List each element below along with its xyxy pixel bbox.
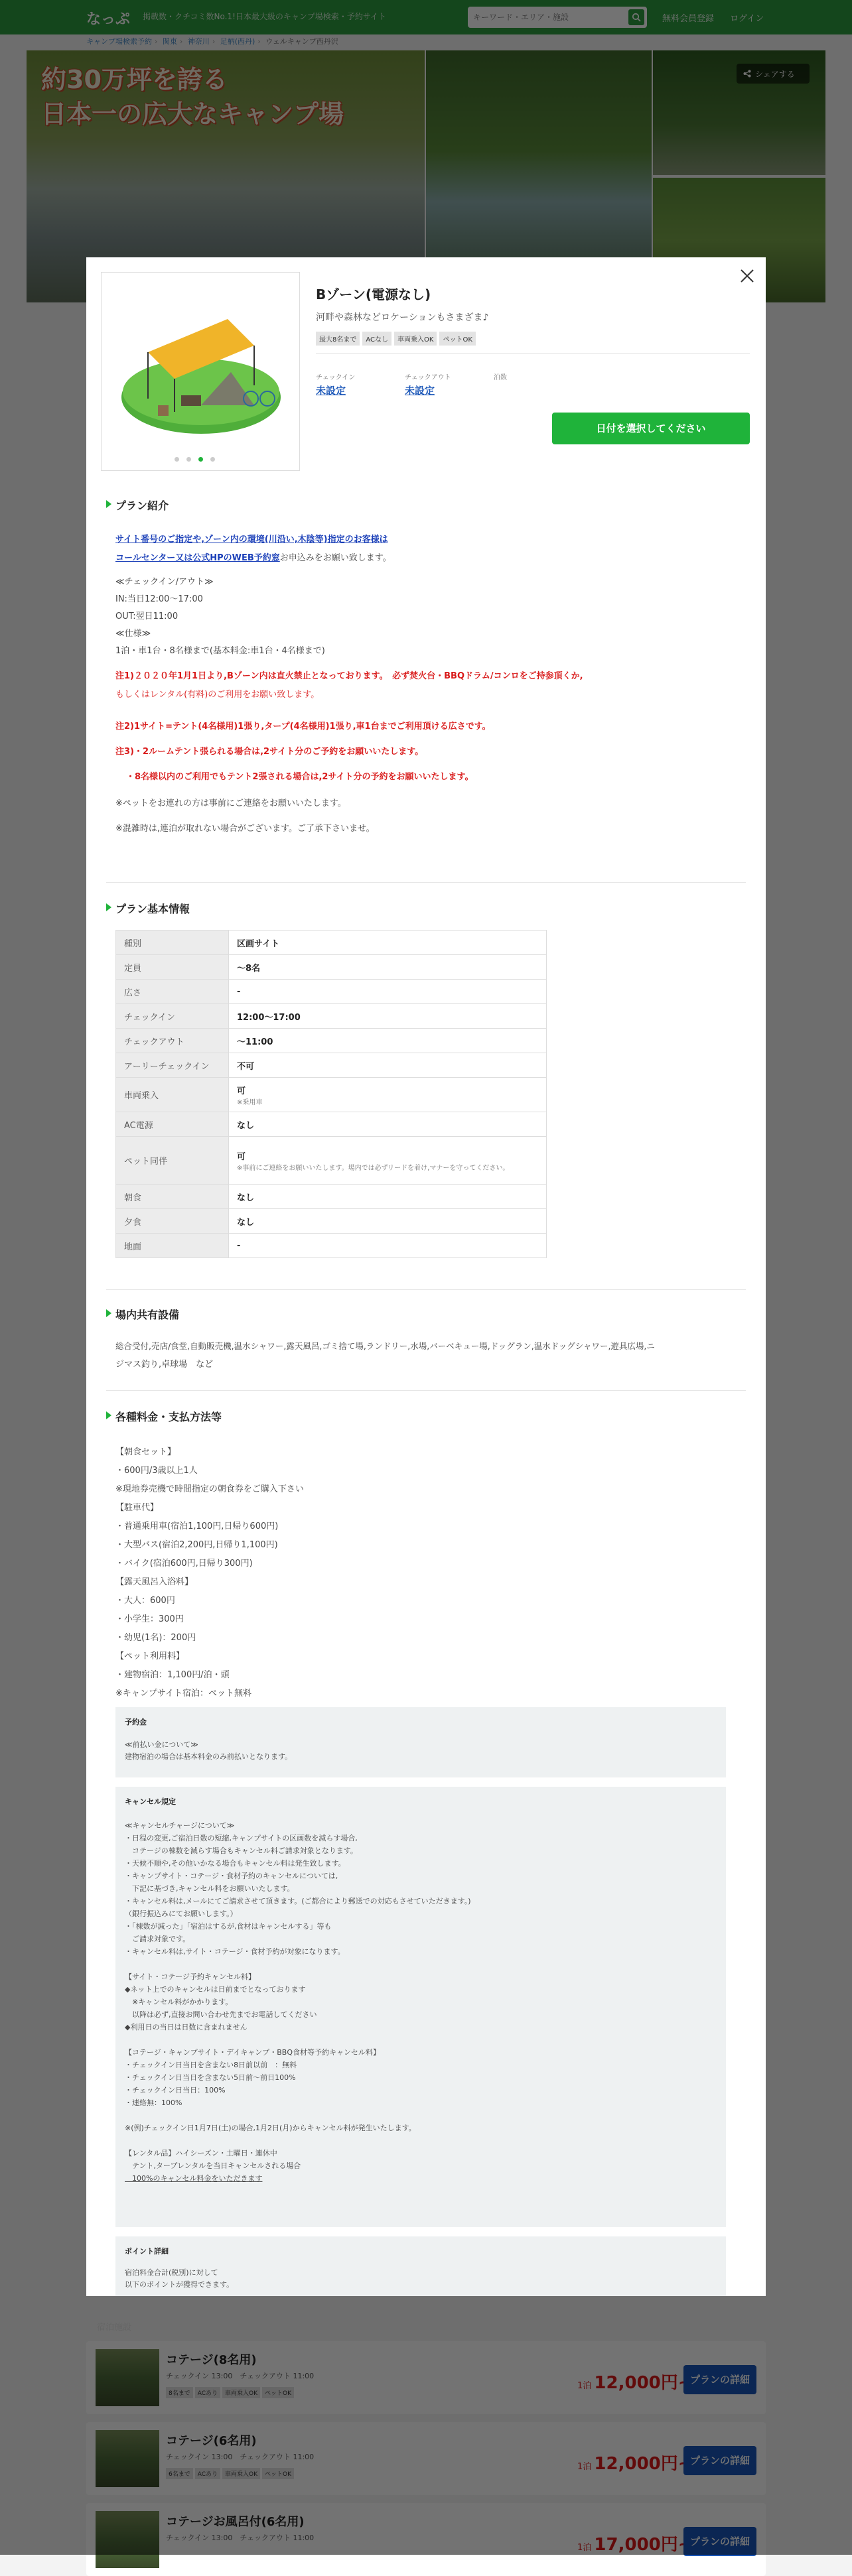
cancel-line: 以降は必ず,直接お問い合わせ先までお電話してください	[125, 2010, 317, 2019]
campsite-illustration	[102, 273, 301, 472]
carousel-dot[interactable]	[175, 457, 179, 462]
note-text: ・8名様以内のご利用でもテント2張される場合は,2サイト分の予約をお願いいたします。	[126, 772, 474, 782]
cancel-line: ・キャンセル料は,サイト・コテージ・食材予約が対象になります。	[125, 1947, 345, 1956]
table-key: 広さ	[116, 980, 229, 1004]
deposit-line: 建物宿泊の場合は基本料金のみ前払いとなります。	[125, 1752, 293, 1761]
deposit-box	[115, 1707, 726, 1777]
divider	[106, 1289, 746, 1290]
pricing-line: 【朝食セット】	[115, 1447, 177, 1457]
pricing-line: ・建物宿泊：1,100円/泊・頭	[115, 1670, 230, 1680]
cancel-line: （銀行振込みにてお願いします。）	[125, 1909, 238, 1918]
table-key: ペット同伴	[116, 1137, 229, 1185]
table-row	[116, 1004, 547, 1029]
facilities-text: ジマス釣り,卓球場 など	[115, 1360, 214, 1370]
pricing-line: ・大型バス(宿泊2,200円,日帰り1,100円)	[115, 1540, 278, 1550]
section-title-facilities: 場内共有設備	[106, 1307, 179, 1322]
table-value-note: ※事前にご連絡をお願いいたします。場内では必ずリードを着け,マナーを守ってください。	[237, 1164, 510, 1172]
table-value-main: 可	[237, 1086, 246, 1096]
table-row	[116, 1029, 547, 1053]
pricing-line: 【駐車代】	[115, 1503, 159, 1513]
pricing-line: ・600円/3歳以上1人	[115, 1466, 198, 1476]
table-value: 〜8名	[229, 955, 547, 980]
points-box	[115, 2236, 726, 2296]
cancel-title: キャンセル規定	[125, 1797, 176, 1806]
pricing-line: ・バイク(宿泊600円,日帰り300円)	[115, 1559, 253, 1569]
table-row	[116, 931, 547, 955]
table-value: なし	[229, 1209, 547, 1234]
cancel-line: ・キャンプサイト・コテージ・食材予約のキャンセルについては,	[125, 1872, 338, 1880]
intro-text: ※混雑時は,連泊が取れない場合がございます。ご了承下さいませ。	[115, 824, 375, 834]
cancel-line: ご請求対象です。	[125, 1935, 190, 1943]
cancel-line: 【サイト・コテージ予約キャンセル料】	[125, 1972, 256, 1981]
facilities-text: 総合受付,売店/食堂,自動販売機,温水シャワー,露天風呂,ゴミ捨て場,ランドリー,水場,バーベキュー場,ドッグラン,温水ドッグシャワー,遊具広場,ニ	[115, 1341, 655, 1351]
table-row	[116, 1053, 547, 1078]
deposit-line: ≪前払い金について≫	[125, 1740, 198, 1749]
call-center-link[interactable]: コールセンター又は公式HPのWEB予約窓	[115, 553, 280, 563]
pricing-line: ・幼児(1名)：200円	[115, 1633, 196, 1643]
table-row	[116, 1078, 547, 1112]
cancel-line: ・天候不順や,その他いかなる場合もキャンセル料は発生致します。	[125, 1859, 346, 1868]
cancel-line: 下記に基づき,キャンセル料をお願いいたします。	[125, 1884, 295, 1893]
points-line: 宿泊料金合計(税別)に対して	[125, 2268, 218, 2277]
cancel-line: ◆ネット上でのキャンセルは日前までとなっております	[125, 1985, 306, 1994]
section-title-intro: プラン紹介	[106, 497, 169, 513]
zone-tags	[316, 332, 478, 346]
table-row	[116, 955, 547, 980]
cancel-line: ・チェックイン日当日：100%	[125, 2086, 226, 2094]
carousel-dot[interactable]	[186, 457, 191, 462]
call-center-text	[115, 550, 391, 563]
cancel-line: ・チェックイン日当日を含まない8日前以前 ：無料	[125, 2061, 297, 2069]
table-key: チェックアウト	[116, 1029, 229, 1053]
carousel-dot-active[interactable]	[198, 457, 203, 462]
tag-capacity: 最大8名まで	[316, 332, 360, 346]
table-key: チェックイン	[116, 1004, 229, 1029]
cancel-line: ・キャンセル料は,メールにてご請求させて頂きます。(ご都合により郵送での対応もさせていただきます。)	[125, 1897, 471, 1905]
note-text: 注3)・2ルームテント張られる場合は,2サイト分のご予約をお願いいたします。	[115, 747, 424, 757]
points-title: ポイント詳細	[125, 2247, 169, 2256]
intro-text: ※ペットをお連れの方は事前にご連絡をお願いいたします。	[115, 799, 346, 808]
tag-pet: ペットOK	[439, 332, 475, 346]
intro-text: ≪仕様≫	[115, 629, 151, 639]
table-key: 車両乗入	[116, 1078, 229, 1112]
intro-text: IN:当日12:00〜17:00	[115, 594, 203, 604]
checkout-label: チェックアウト	[405, 374, 451, 381]
table-row	[116, 1209, 547, 1234]
site-select-link[interactable]: サイト番号のご指定や,ゾーン内の環境(川沿い,木陰等)指定のお客様は	[115, 535, 388, 545]
cancel-line: 100%のキャンセル料金をいただきます	[125, 2174, 263, 2183]
cancel-line: ◆利用日の当日は日数に含まれません	[125, 2023, 248, 2031]
table-value: なし	[229, 1185, 547, 1209]
checkin-value[interactable]: 未設定	[316, 385, 346, 397]
cancel-line: ※(例)チェックイン日1月7日(土)の場合,1月2日(月)からキャンセル料が発生いたします。	[125, 2124, 416, 2132]
note-text: 注1)２０２０年1月1日より,Bゾーン内は直火禁止となっております。 必ず焚火台・BBQドラム/コンロをご持参頂くか,	[115, 671, 583, 681]
intro-text: ≪チェックイン/アウト≫	[115, 577, 214, 587]
table-value: 区画サイト	[229, 931, 547, 955]
carousel-dots	[175, 457, 228, 464]
section-title-basic: プラン基本情報	[106, 901, 190, 916]
close-button[interactable]	[738, 267, 756, 285]
cancel-line: ・「棟数が減った」「宿泊はするが,食材はキャンセルする」等も	[125, 1922, 332, 1931]
plan-info-table	[115, 930, 547, 1258]
tag-ac: ACなし	[362, 332, 391, 346]
intro-text: 1泊・車1台・8名様まで(基本料金:車1台・4名様まで)	[115, 646, 325, 656]
zone-description: 河畔や森林などロケーションもさまざま♪	[316, 312, 489, 323]
deposit-title: 予約金	[125, 1718, 147, 1726]
divider	[316, 353, 750, 354]
checkin-label: チェックイン	[316, 374, 356, 381]
plan-detail-modal	[86, 257, 766, 2296]
call-center-suffix: お申込みをお願い致します。	[279, 553, 391, 563]
cancel-line: ・チェックイン日当日を含まない5日前〜前日100%	[125, 2073, 296, 2082]
table-value: 〜11:00	[229, 1029, 547, 1053]
close-icon	[738, 267, 756, 285]
pricing-line: 【露天風呂入浴料】	[115, 1577, 194, 1587]
table-key: 種別	[116, 931, 229, 955]
cancel-line: ※キャンセル料がかかります。	[125, 1998, 233, 2006]
table-key: 夕食	[116, 1209, 229, 1234]
cancel-line: ・連絡無：100%	[125, 2098, 182, 2107]
divider	[106, 1390, 746, 1391]
checkout-value[interactable]: 未設定	[405, 385, 435, 397]
table-key: 定員	[116, 955, 229, 980]
table-row	[116, 1112, 547, 1137]
tag-vehicle: 車両乗入OK	[394, 332, 437, 346]
pricing-line: ※キャンプサイト宿泊：ペット無料	[115, 1689, 251, 1699]
cancel-line: 【レンタル品】ハイシーズン・土曜日・連休中	[125, 2149, 277, 2157]
note-text: 注2)1サイト=テント(4名様用)1張り,タープ(4名様用)1張り,車1台までご利用頂ける広さです。	[115, 722, 491, 732]
table-row	[116, 1234, 547, 1258]
table-row	[116, 1185, 547, 1209]
table-value: なし	[229, 1112, 547, 1137]
table-row	[116, 980, 547, 1004]
table-key: AC電源	[116, 1112, 229, 1137]
cancel-policy-box	[115, 1787, 726, 2227]
table-value: 12:00〜17:00	[229, 1004, 547, 1029]
cancel-line: コテージの棟数を減らす場合もキャンセル料ご請求対象となります。	[125, 1846, 358, 1855]
note-text: もしくはレンタル(有料)のご利用をお願い致します。	[115, 690, 320, 700]
zone-title: Bゾーン(電源なし)	[316, 287, 431, 302]
table-row	[116, 1137, 547, 1185]
table-value	[229, 1137, 547, 1185]
pricing-line: ・小学生：300円	[115, 1614, 184, 1624]
cancel-line: 【コテージ・キャンプサイト・デイキャンプ・BBQ食材等予約キャンセル料】	[125, 2048, 380, 2057]
pricing-line: ※現地券売機で時間指定の朝食券をご購入下さい	[115, 1484, 304, 1494]
pricing-line: ・普通乗用車(宿泊1,100円,日帰り600円)	[115, 1521, 279, 1531]
plan-image[interactable]	[101, 272, 300, 471]
carousel-dot[interactable]	[210, 457, 215, 462]
table-value: 不可	[229, 1053, 547, 1078]
section-title-pricing: 各種料金・支払方法等	[106, 1409, 222, 1424]
points-line: 以下のポイントが獲得できます。	[125, 2280, 234, 2289]
table-value-note: ※乗用車	[237, 1098, 263, 1106]
cancel-line: テント,タープレンタルを当日キャンセルされる場合	[125, 2161, 301, 2170]
table-key: 朝食	[116, 1185, 229, 1209]
pricing-line: ・大人：600円	[115, 1596, 175, 1606]
table-key: 地面	[116, 1234, 229, 1258]
select-date-button[interactable]: 日付を選択してください	[552, 413, 750, 444]
intro-text: OUT:翌日11:00	[115, 612, 178, 621]
cancel-line: ・日程の変更,ご宿泊日数の短縮,キャンプサイトの区画数を減らす場合,	[125, 1834, 358, 1842]
cancel-line: ≪キャンセルチャージについて≫	[125, 1821, 235, 1830]
nights-label: 泊数	[494, 374, 507, 381]
table-value-main: 可	[237, 1151, 246, 1162]
table-value	[229, 1078, 547, 1112]
divider	[106, 882, 746, 883]
pricing-line: 【ペット利用料】	[115, 1651, 185, 1661]
table-value: -	[229, 980, 547, 1004]
table-key: アーリーチェックイン	[116, 1053, 229, 1078]
table-value: -	[229, 1234, 547, 1258]
